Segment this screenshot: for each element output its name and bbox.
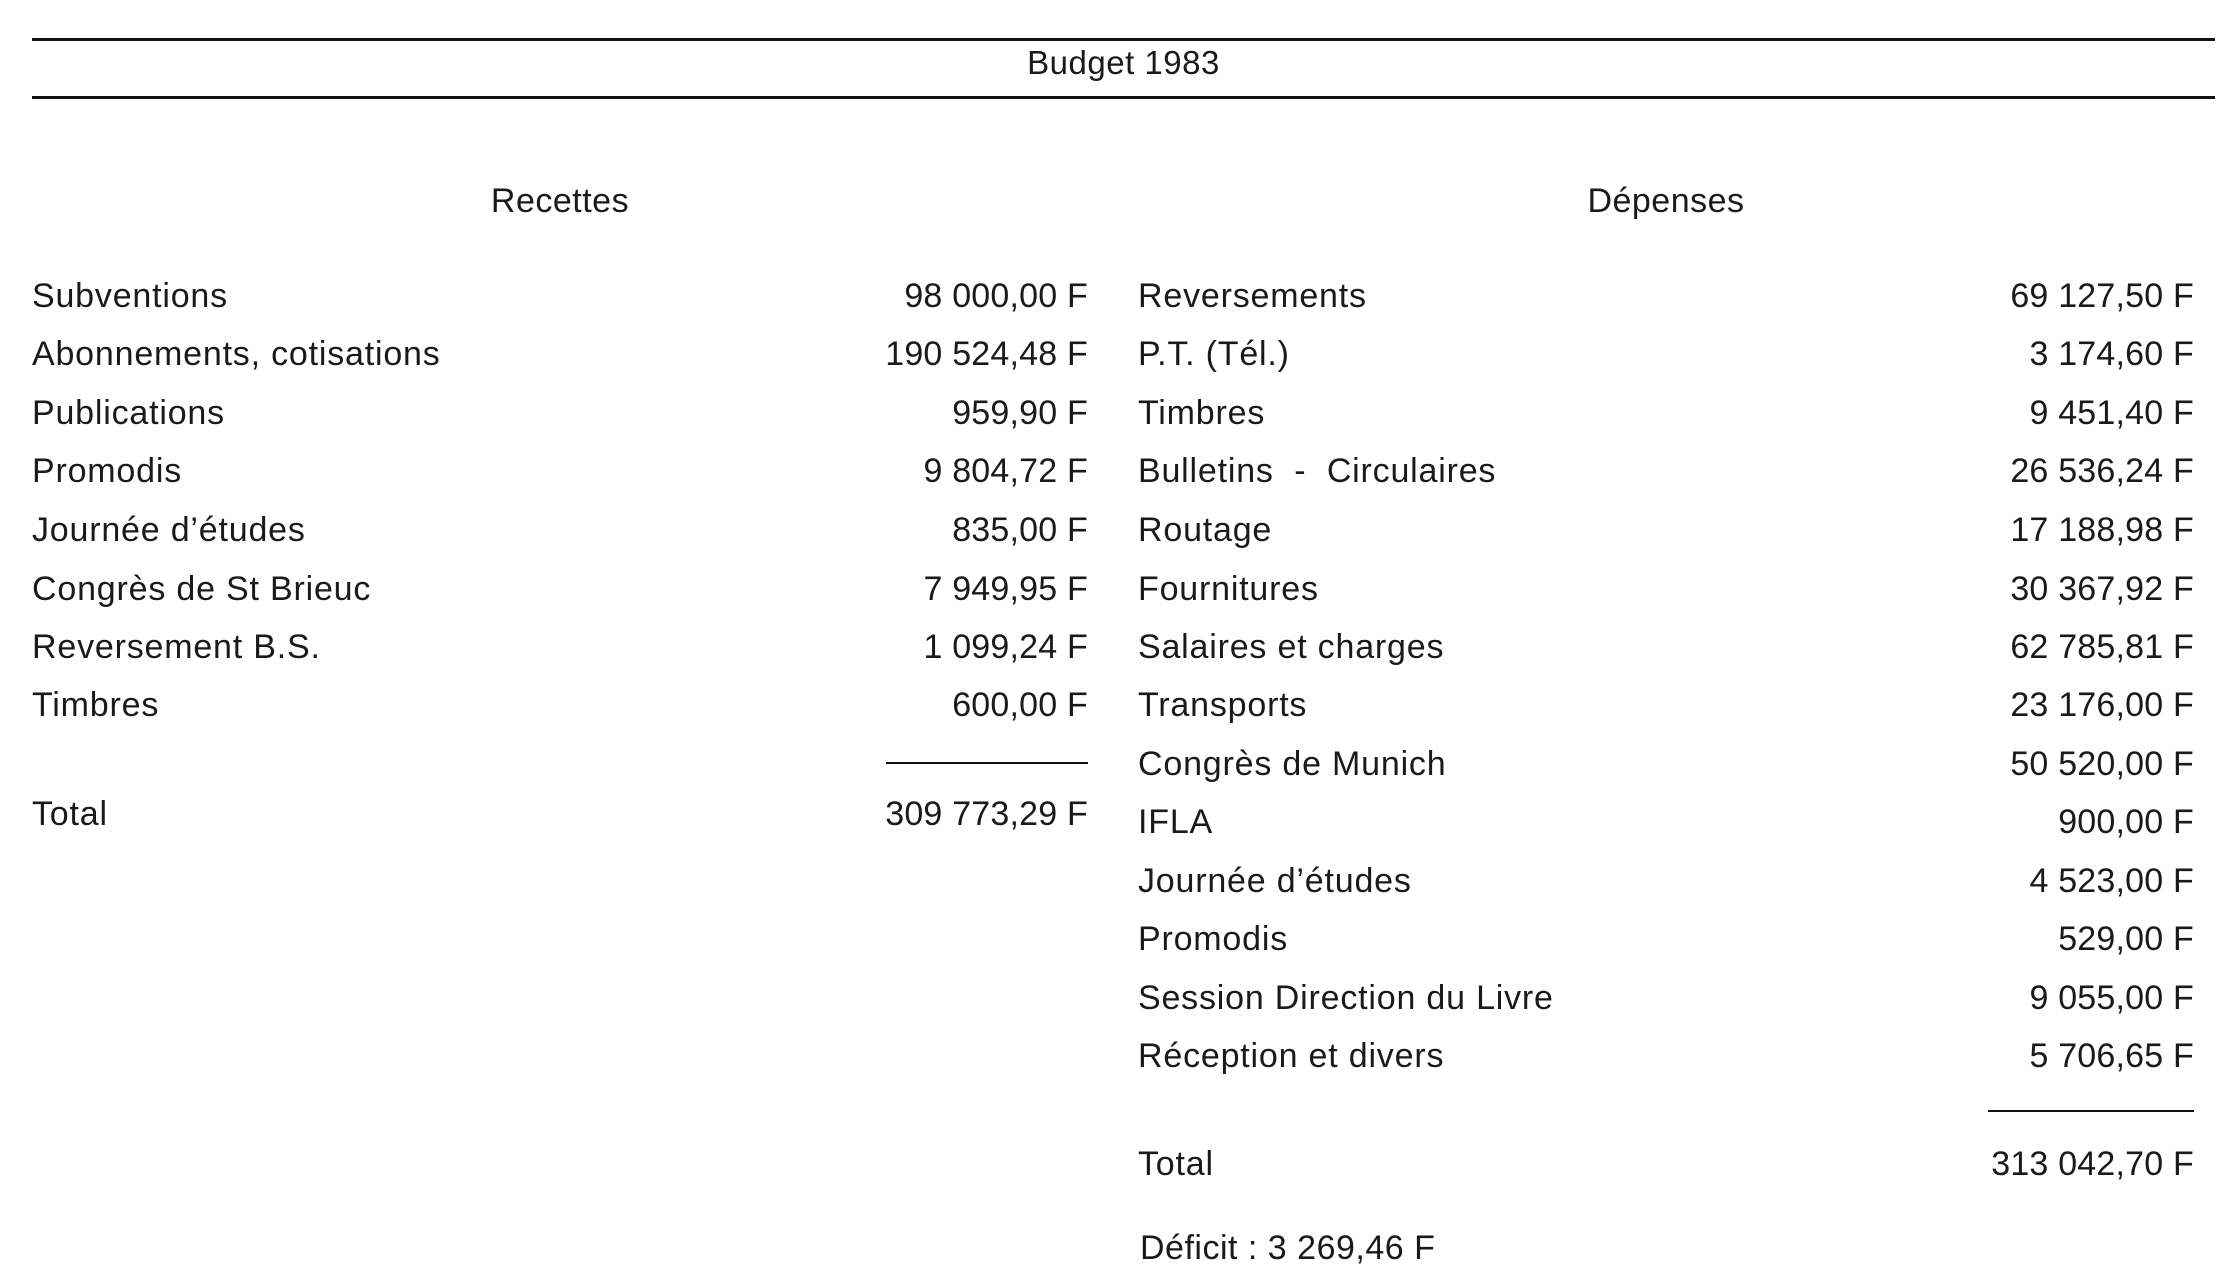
depenses-row-amount: 30 367,92 F [2010, 570, 2194, 608]
depenses-row [1138, 740, 2194, 788]
recettes-row-amount: 98 000,00 F [904, 277, 1088, 315]
recettes-row-amount: 1 099,24 F [923, 628, 1088, 666]
depenses-row-label: Routage [1138, 511, 1273, 549]
depenses-row-label: Réception et divers [1138, 1037, 1445, 1075]
recettes-row-label: Timbres [32, 686, 160, 724]
recettes-row-label: Journée d’études [32, 511, 306, 549]
depenses-row-label: Timbres [1138, 394, 1266, 432]
depenses-row [1138, 974, 2194, 1022]
recettes-sum-rule [886, 762, 1088, 764]
depenses-row [1138, 681, 2194, 729]
depenses-total-row [1138, 1140, 2194, 1188]
depenses-row-label: Reversements [1138, 277, 1367, 315]
depenses-row-amount: 50 520,00 F [2010, 745, 2194, 783]
depenses-row-label: Journée d’études [1138, 862, 1412, 900]
depenses-row-amount: 69 127,50 F [2010, 277, 2194, 315]
depenses-row-label: Bulletins - Circulaires [1138, 452, 1497, 490]
depenses-row-label: Session Direction du Livre [1138, 979, 1554, 1017]
recettes-row [32, 389, 1088, 437]
recettes-total-amount: 309 773,29 F [885, 795, 1088, 833]
depenses-row [1138, 798, 2194, 846]
depenses-row-amount: 900,00 F [2058, 803, 2194, 841]
depenses-row-label: Fournitures [1138, 570, 1319, 608]
depenses-row [1138, 389, 2194, 437]
depenses-row [1138, 915, 2194, 963]
recettes-row [32, 272, 1088, 320]
depenses-row-amount: 4 523,00 F [2029, 862, 2194, 900]
deficit-line: Déficit : 3 269,46 F [1140, 1229, 1436, 1267]
depenses-row [1138, 506, 2194, 554]
depenses-row-amount: 26 536,24 F [2010, 452, 2194, 490]
recettes-row-label: Abonnements, cotisations [32, 335, 441, 373]
depenses-row-amount: 529,00 F [2058, 920, 2194, 958]
depenses-row-amount: 5 706,65 F [2029, 1037, 2194, 1075]
depenses-row-label: IFLA [1138, 803, 1214, 841]
depenses-row-label: Transports [1138, 686, 1308, 724]
depenses-row-label: P.T. (Tél.) [1138, 335, 1290, 373]
recettes-row-label: Promodis [32, 452, 183, 490]
recettes-row-label: Reversement B.S. [32, 628, 321, 666]
recettes-row-amount: 835,00 F [952, 511, 1088, 549]
top-rule [32, 38, 2215, 41]
recettes-heading: Recettes [490, 182, 630, 220]
depenses-row-amount: 9 055,00 F [2029, 979, 2194, 1017]
recettes-row-amount: 600,00 F [952, 686, 1088, 724]
depenses-row-label: Promodis [1138, 920, 1289, 958]
recettes-row [32, 506, 1088, 554]
recettes-row-amount: 7 949,95 F [923, 570, 1088, 608]
page-title: Budget 1983 [1027, 44, 1220, 81]
recettes-row [32, 565, 1088, 613]
depenses-row-label: Salaires et charges [1138, 628, 1445, 666]
recettes-total-row [32, 790, 1088, 838]
recettes-row-label: Subventions [32, 277, 228, 315]
recettes-row-amount: 190 524,48 F [885, 335, 1088, 373]
depenses-row-amount: 3 174,60 F [2029, 335, 2194, 373]
depenses-row [1138, 565, 2194, 613]
depenses-total-label: Total [1138, 1145, 1214, 1183]
depenses-row [1138, 857, 2194, 905]
recettes-row-label: Congrès de St Brieuc [32, 570, 372, 608]
depenses-row-amount: 17 188,98 F [2010, 511, 2194, 549]
depenses-heading: Dépenses [1587, 182, 1745, 220]
depenses-row-label: Congrès de Munich [1138, 745, 1447, 783]
recettes-row [32, 330, 1088, 378]
recettes-row [32, 447, 1088, 495]
recettes-row-label: Publications [32, 394, 225, 432]
depenses-row-amount: 9 451,40 F [2029, 394, 2194, 432]
depenses-sum-rule [1988, 1110, 2194, 1112]
recettes-row [32, 681, 1088, 729]
recettes-row-amount: 959,90 F [952, 394, 1088, 432]
depenses-row [1138, 623, 2194, 671]
depenses-row [1138, 272, 2194, 320]
recettes-row-amount: 9 804,72 F [923, 452, 1088, 490]
depenses-row-amount: 23 176,00 F [2010, 686, 2194, 724]
depenses-row [1138, 447, 2194, 495]
depenses-row [1138, 1032, 2194, 1080]
depenses-row [1138, 330, 2194, 378]
depenses-row-amount: 62 785,81 F [2010, 628, 2194, 666]
recettes-row [32, 623, 1088, 671]
depenses-total-amount: 313 042,70 F [1991, 1145, 2194, 1183]
recettes-total-label: Total [32, 795, 108, 833]
title-bottom-rule [32, 96, 2215, 99]
